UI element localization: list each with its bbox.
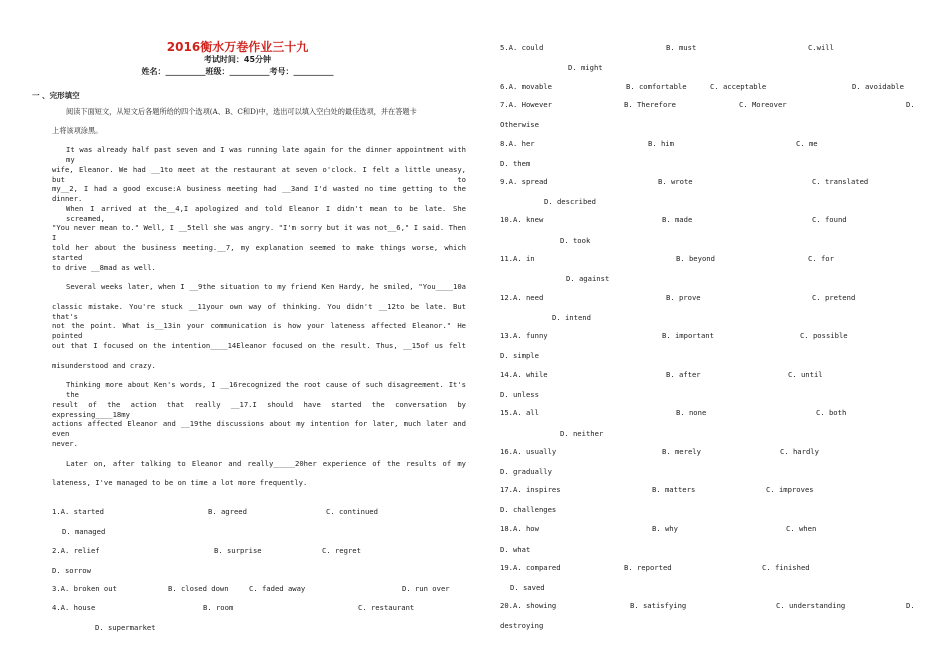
option-c: C. improves [766,485,814,494]
option-c: C.will [808,43,834,52]
option-b: B. must [666,43,697,52]
option-a: 11.A. in [500,254,535,263]
option-d: D. against [566,274,610,283]
option-d: D. run over [402,584,450,593]
option-a: 4.A. house [52,603,96,612]
option-c: C. faded away [249,584,306,593]
option-d: D. described [544,197,596,206]
passage-line: classic mistake. You're stuck __11your own way of thinking. You didn't __12to be late. But that's [52,301,466,321]
option-a: 17.A. inspires [500,485,561,494]
exam-time: 考试时间：45分钟 [203,55,272,64]
option-d: D. intend [552,313,591,322]
option-c: C. finished [762,563,810,572]
option-b: B. Therefore [624,100,676,109]
option-c: C. found [812,215,847,224]
option-c: C. hardly [780,447,819,456]
option-c: C. restaurant [358,603,415,612]
option-a: 16.A. usually [500,447,557,456]
option-a: 12.A. need [500,293,544,302]
option-a: 14.A. while [500,370,548,379]
option-a: 15.A. all [500,408,539,417]
option-b: B. wrote [658,177,693,186]
passage-line: Thinking more about Ken's words, I __16recognized the root cause of such disagreement. It's the [66,380,466,400]
option-d: D. took [560,236,591,245]
option-d: D. [906,100,915,109]
passage-line: out that I focused on the intention____14Eleanor focused on the result. Thus, __15of us felt [52,341,466,350]
option-a: 9.A. spread [500,177,548,186]
option-b: B. made [662,215,693,224]
passage-line: It was already half past seven and I was running late again for the dinner appointment with my [66,145,466,164]
option-b: B. closed down [168,584,229,593]
option-c: C. translated [812,177,869,186]
passage-line: my__2, I had a good excuse:A business meeting had __3and I'd wasted no time getting to the dinner. [52,184,466,204]
document-title: 2016衡水万卷作业三十九 [166,40,309,54]
option-b: B. matters [652,485,696,494]
option-d-text: destroying [500,621,544,630]
option-b: B. merely [662,447,701,456]
option-c: C. when [786,524,817,533]
student-fields: 姓名：__________班级：__________考号：__________ [141,67,334,76]
option-d: D. unless [500,390,539,399]
option-c: C. pretend [812,293,856,302]
option-a: 5.A. could [500,43,544,52]
option-b: B. agreed [208,507,247,516]
option-b: B. important [662,331,714,340]
passage-line: never. [52,439,78,448]
option-d: D. might [568,63,603,72]
option-d: D. them [500,159,531,168]
option-a: 8.A. her [500,139,535,148]
option-c: C. continued [326,507,378,516]
option-b: B. why [652,524,678,533]
option-d: D. managed [62,527,106,536]
option-b: B. room [203,603,234,612]
option-c: C. both [816,408,847,417]
option-c: C. for [808,254,834,263]
option-d-text: Otherwise [500,120,539,129]
option-a: 20.A. showing [500,601,557,610]
passage-line: not the point. What is__13in your communication is how your lateness affected Eleanor." He pointed [52,321,466,341]
option-c: C. understanding [776,601,846,610]
option-b: B. comfortable [626,82,687,91]
option-d: D. challenges [500,505,557,514]
option-a: 7.A. However [500,100,552,109]
option-c: C. Moreover [739,100,787,109]
passage-line: "You never mean to." Well, I __5tell she was angry. "I'm sorry but it was not__6," I said. Then I [52,223,466,243]
option-d: D. saved [510,583,545,592]
option-a: 3.A. broken out [52,584,117,593]
option-a: 18.A. how [500,524,539,533]
passage-line: Later on, after talking to Eleanor and really_____20her experience of the results of my [66,458,466,468]
passage-line: Several weeks later, when I __9the situation to my friend Ken Hardy, he smiled, "You____10a [66,282,466,292]
option-c: C. until [788,370,823,379]
option-d: D. supermarket [95,623,156,632]
option-a: 2.A. relief [52,546,100,555]
instruction-line: 上将该项涂黑。 [52,126,103,135]
option-d: D. [906,601,915,610]
option-d: D. sorrow [52,566,91,575]
option-c: C. acceptable [710,82,767,91]
passage-line: misunderstood and crazy. [52,360,156,370]
option-b: B. prove [666,293,701,302]
option-a: 10.A. knew [500,215,544,224]
option-d: D. what [500,545,531,554]
passage-line: result of the action that really __17.I should have started the conversation by expressing____18my [52,399,466,419]
option-b: B. surprise [214,546,262,555]
option-b: B. him [648,139,674,148]
option-d: D. simple [500,351,539,360]
option-a: 6.A. movable [500,82,552,91]
passage-line: When I arrived at the__4,I apologized and told Eleanor I didn't mean to be late. She screamed, [66,203,466,223]
instruction-line: 阅读下面短文，从短文后各题所给的四个选项(A、B、C和D)中，选出可以填入空白处的最佳选项，并在答题卡 [66,107,417,116]
option-d: D. avoidable [852,82,904,91]
passage-line: wife, Eleanor. We had __1to meet at the restaurant at seven o'clock. I felt a little uneasy, but to [52,164,466,184]
passage-line: to drive __8mad as well. [52,262,156,272]
option-c: C. possible [800,331,848,340]
option-b: B. satisfying [630,601,687,610]
option-b: B. after [666,370,701,379]
passage-line: told her about the business meeting.__7, my explanation seemed to make things worse, which started [52,243,466,262]
option-d: D. gradually [500,467,552,476]
option-a: 13.A. funny [500,331,548,340]
section-title: 一 、完形填空 [32,91,80,100]
passage-line: lateness, I've managed to be on time a lot more frequently. [52,478,308,488]
option-d: D. neither [560,429,604,438]
option-a: 1.A. started [52,507,104,516]
option-b: B. none [676,408,707,417]
option-b: B. reported [624,563,672,572]
passage-line: actions affected Eleanor and __19the discussions about my intention for later, much later and even [52,419,466,439]
option-a: 19.A. compared [500,563,561,572]
option-c: C. me [796,139,818,148]
option-c: C. regret [322,546,361,555]
option-b: B. beyond [676,254,715,263]
